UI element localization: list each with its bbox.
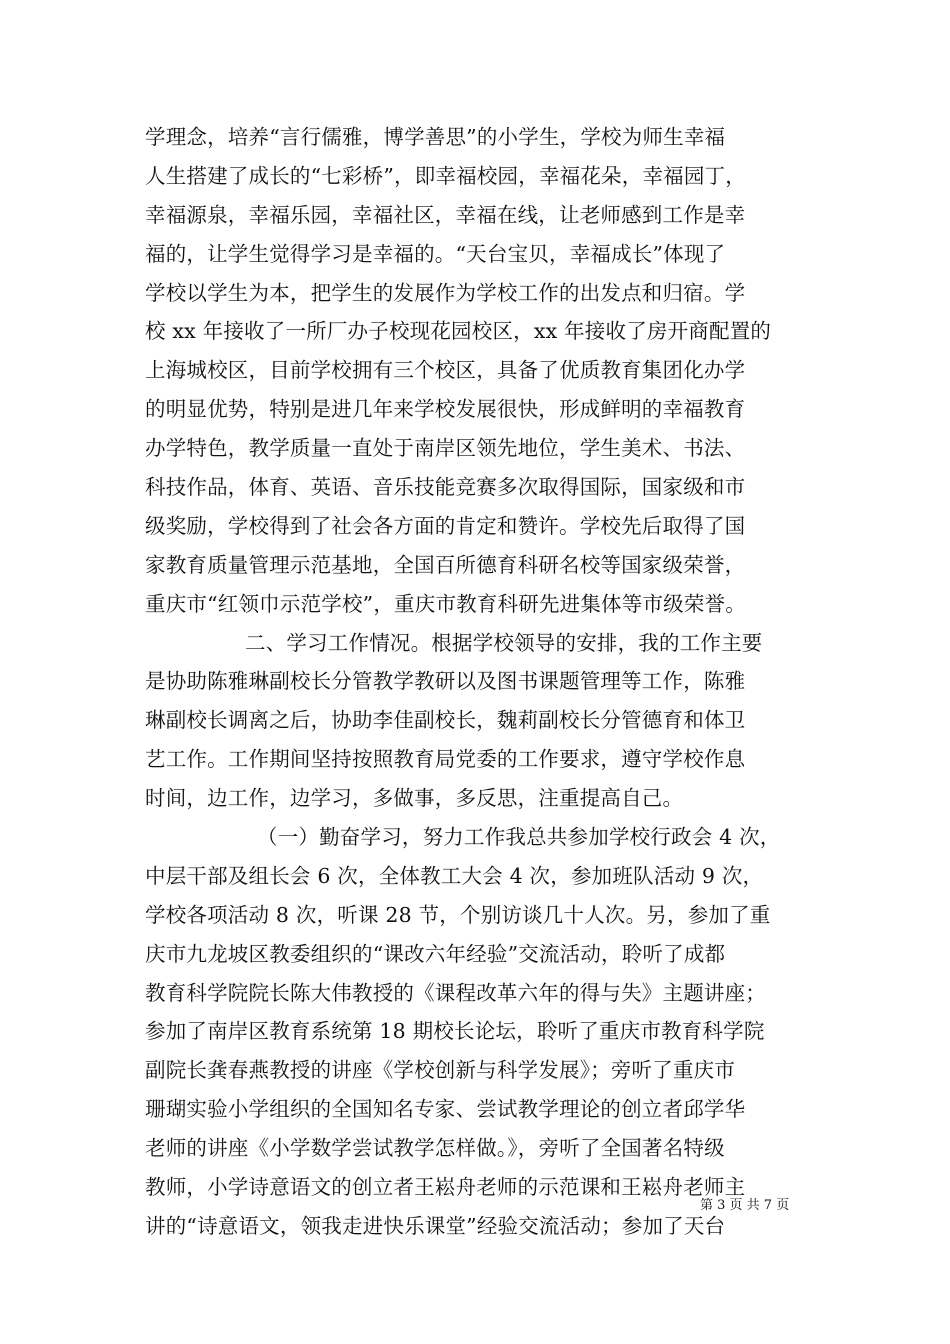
text-line: 重庆市“红领巾示范学校”，重庆市教育科研先进集体等市级荣誉。 <box>145 591 746 616</box>
text-line: 中层干部及组长会 6 次，全体教工大会 4 次，参加班队活动 9 次， <box>145 863 764 888</box>
text-line: 学校以学生为本，把学生的发展作为学校工作的出发点和归宿。学 <box>145 280 746 305</box>
text-line: 是协助陈雅琳副校长分管教学教研以及图书课题管理等工作，陈雅 <box>145 669 746 694</box>
text-line: 庆市九龙坡区教委组织的“课改六年经验”交流活动，聆听了成都 <box>145 941 726 966</box>
text-line: 教师，小学诗意语文的创立者王崧舟老师的示范课和王崧舟老师主 <box>145 1175 746 1200</box>
text-line: 教育科学院院长陈大伟教授的《课程改革六年的得与失》主题讲座； <box>145 980 766 1005</box>
text-line: 学理念，培养“言行儒雅，博学善思”的小学生，学校为师生幸福 <box>145 125 726 149</box>
text-line: 人生搭建了成长的“七彩桥”，即幸福校园，幸福花朵，幸福园丁， <box>145 163 746 188</box>
text-line: 珊瑚实验小学组织的全国知名专家、尝试教学理论的创立者邱学华 <box>145 1097 746 1122</box>
text-line: 学校各项活动 8 次，听课 28 节，个别访谈几十人次。另，参加了重 <box>145 902 771 927</box>
text-line: 副院长龚春燕教授的讲座《学校创新与科学发展》；旁听了重庆市 <box>145 1058 736 1083</box>
text-line: 办学特色，教学质量一直处于南岸区领先地位，学生美术、书法、 <box>145 436 746 461</box>
page-number-footer: 第 3 页 共 7 页 <box>700 1198 790 1213</box>
text-line: 的明显优势，特别是进几年来学校发展很快，形成鲜明的幸福教育 <box>145 397 746 422</box>
text-line: 上海城校区，目前学校拥有三个校区，具备了优质教育集团化办学 <box>145 358 746 383</box>
text-line: 讲的“诗意语文，领我走进快乐课堂”经验交流活动；参加了天台 <box>145 1213 726 1238</box>
text-line: 参加了南岸区教育系统第 18 期校长论坛，聆听了重庆市教育科学院 <box>145 1019 765 1044</box>
text-line: 科技作品，体育、英语、音乐技能竞赛多次取得国际，国家级和市 <box>145 475 746 500</box>
subsection-heading-line: （一）勤奋学习，努力工作我总共参加学校行政会 4 次， <box>257 825 781 850</box>
body-text <box>145 118 807 1246</box>
text-line: 艺工作。工作期间坚持按照教育局党委的工作要求，遵守学校作息 <box>145 747 746 772</box>
section-heading-line: 二、学习工作情况。根据学校领导的安排，我的工作主要 <box>245 630 763 655</box>
text-line: 幸福源泉，幸福乐园，幸福社区，幸福在线，让老师感到工作是幸 <box>145 202 746 227</box>
text-line: 级奖励，学校得到了社会各方面的肯定和赞许。学校先后取得了国 <box>145 513 746 538</box>
text-line: 福的，让学生觉得学习是幸福的。“天台宝贝，幸福成长”体现了 <box>145 241 726 266</box>
text-line: 家教育质量管理示范基地，全国百所德育科研名校等国家级荣誉， <box>145 552 746 577</box>
text-line: 琳副校长调离之后，协助李佳副校长，魏莉副校长分管德育和体卫 <box>145 708 746 733</box>
text-line: 老师的讲座《小学数学尝试教学怎样做。》，旁听了全国著名特级 <box>145 1136 725 1161</box>
text-line: 校 xx 年接收了一所厂办子校现花园校区，xx 年接收了房开商配置的 <box>145 319 772 344</box>
text-line: 时间，边工作，边学习，多做事，多反思，注重提高自己。 <box>145 786 684 811</box>
